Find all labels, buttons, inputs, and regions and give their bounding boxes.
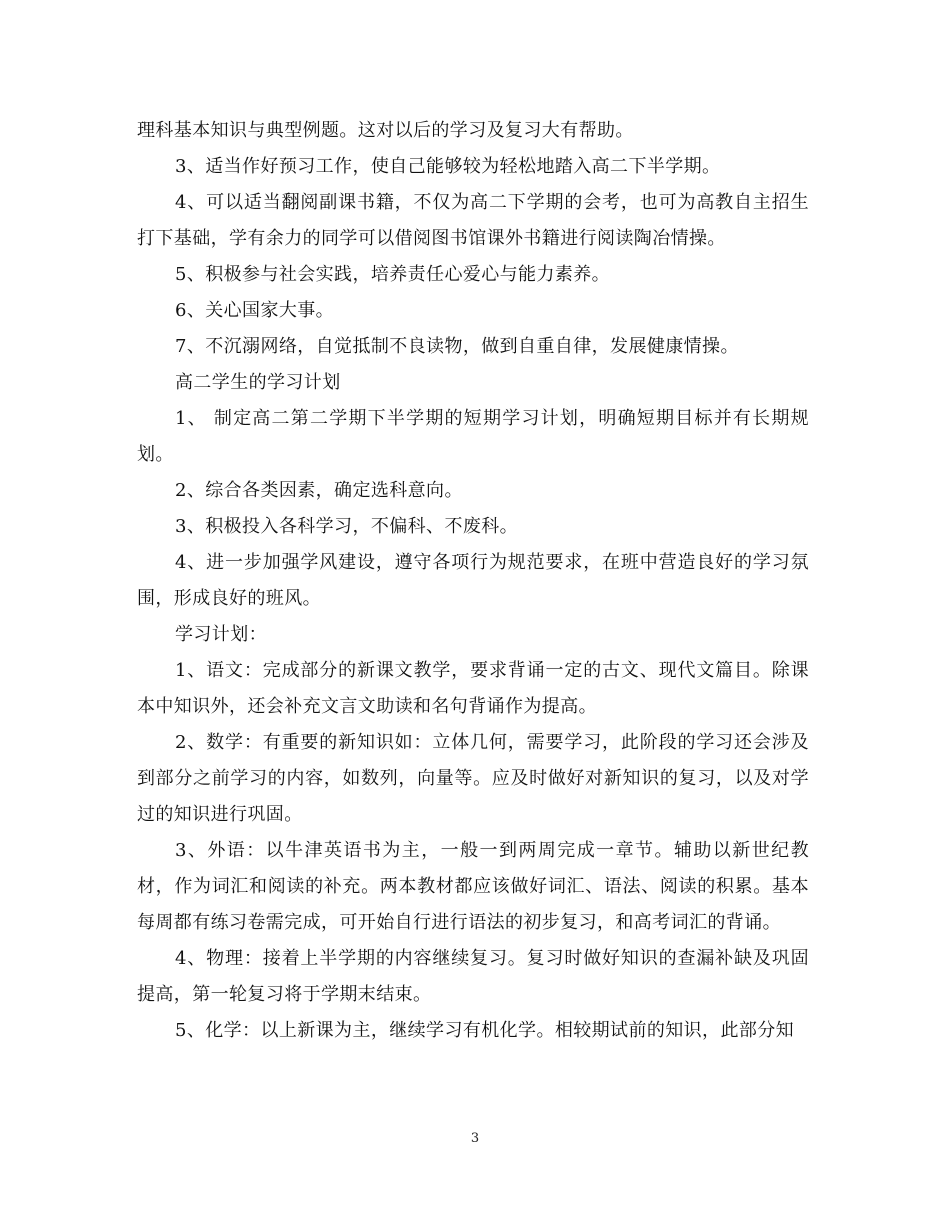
paragraph: 2、数学：有重要的新知识如：立体几何，需要学习，此阶段的学习还会涉及到部分之前学习的内容，如数列，向量等。应及时做好对新知识的复习，以及对学过的知识进行巩固。: [137, 732, 809, 825]
paragraph: 4、物理：接着上半学期的内容继续复习。复习时做好知识的查漏补缺及巩固提高，第一轮复习将于学期末结束。: [137, 948, 809, 1005]
paragraph: 1、语文：完成部分的新课文教学，要求背诵一定的古文、现代文篇目。除课本中知识外，还会补充文言文助读和名句背诵作为提高。: [137, 660, 809, 717]
paragraph: 3、适当作好预习工作，使自己能够较为轻松地踏入高二下半学期。: [175, 156, 721, 177]
paragraph: 4、进一步加强学风建设，遵守各项行为规范要求，在班中营造良好的学习氛围，形成良好的班风。: [137, 552, 809, 609]
paragraph: 4、可以适当翻阅副课书籍，不仅为高二下学期的会考，也可为高教自主招生打下基础，学有余力的同学可以借阅图书馆课外书籍进行阅读陶冶情操。: [137, 192, 809, 249]
document-body: [137, 113, 809, 1049]
section-heading: 学习计划：: [175, 624, 267, 645]
paragraph: 3、外语：以牛津英语书为主，一般一到两周完成一章节。辅助以新世纪教材，作为词汇和阅读的补充。两本教材都应该做好词汇、语法、阅读的积累。基本每周都有练习卷需完成，可开始自行进行语法的初步复习，和高考词汇的背诵。: [137, 840, 809, 933]
paragraph: 3、积极投入各科学习，不偏科、不废科。: [175, 516, 519, 537]
paragraph: 6、关心国家大事。: [175, 300, 335, 321]
paragraph: 7、不沉溺网络，自觉抵制不良读物，做到自重自律，发展健康情操。: [175, 336, 739, 357]
page-number: 3: [470, 1131, 480, 1146]
paragraph: 2、综合各类因素，确定选科意向。: [175, 480, 463, 501]
paragraph: 理科基本知识与典型例题。这对以后的学习及复习大有帮助。: [137, 120, 634, 141]
paragraph: 1、 制定高二第二学期下半学期的短期学习计划，明确短期目标并有长期规划。: [137, 408, 809, 465]
paragraph: 5、积极参与社会实践，培养责任心爱心与能力素养。: [175, 264, 611, 285]
paragraph: 5、化学：以上新课为主，继续学习有机化学。相较期试前的知识，此部分知: [175, 1020, 795, 1041]
section-heading: 高二学生的学习计划: [175, 372, 341, 393]
